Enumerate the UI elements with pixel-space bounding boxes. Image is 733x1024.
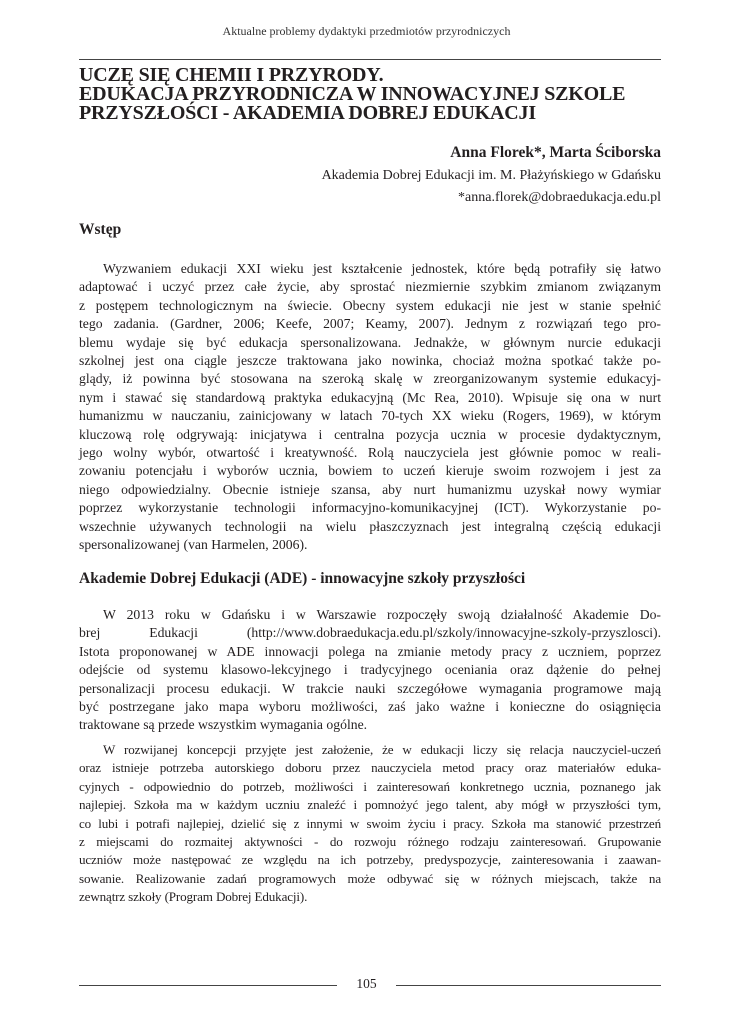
text-line: W 2013 roku w Gdańsku i w Warszawie rozpoczęły swoją działalność Akademie Do- bbox=[103, 607, 661, 622]
text-line: blemu wydaje się być edukacja spersonalizowana. Jednakże, w głównym nurcie edukacji bbox=[79, 334, 661, 350]
text-line: adaptować i uczyć przez całe życie, aby sprostać niezmiernie szybkim zmianom związanym bbox=[79, 279, 661, 295]
text-line: Istota proponowanej w ADE innowacji polega na zmianie metody pracy z uczniem, poprzez bbox=[79, 643, 661, 659]
text-line: z postępem technologicznym na świecie. Obecny system edukacji nie jest w stanie spełnić bbox=[79, 297, 661, 313]
text-line: Wyzwaniem edukacji XXI wieku jest kształcenie jednostek, które będą potrafiły się łatwo bbox=[103, 261, 661, 276]
paper-title bbox=[79, 66, 679, 123]
footer-rule-right bbox=[396, 985, 661, 986]
text-line: najlepiej. Szkoła ma w każdym uczniu znaleźć i pomnożyć jego talent, aby mógł w przyszłości tym, bbox=[79, 797, 661, 813]
section-heading-wstep: Wstęp bbox=[79, 221, 122, 238]
text-line: zewnątrz szkoły (Program Dobrej Edukacji). bbox=[79, 889, 308, 905]
text-line: spersonalizowanej (van Harmelen, 2006). bbox=[79, 537, 308, 553]
text-line: jego wolny wybór, otwartość i kreatywność. Rolą nauczyciela jest głównie pomoc w reali- bbox=[79, 445, 661, 461]
text-line: personalizacji procesu edukacji. W trakcie nauki szczegółowe wymagania programowe mają bbox=[79, 680, 661, 696]
author-email: *anna.florek@dobraedukacja.edu.pl bbox=[458, 190, 661, 205]
page-number: 105 bbox=[356, 976, 377, 991]
title-line: PRZYSZŁOŚCI - AKADEMIA DOBREJ EDUKACJI bbox=[79, 102, 536, 124]
running-head: Aktualne problemy dydaktyki przedmiotów przyrodniczych bbox=[222, 24, 511, 38]
text-line: odejście od systemu klasowo-lekcyjnego i tradycyjnego oceniania oraz dążenie do pełnej bbox=[79, 662, 661, 678]
text-line: poprzez wykorzystanie technologii informacyjno-komunikacyjnej (ICT). Wykorzystanie po- bbox=[79, 500, 661, 516]
authors: Anna Florek*, Marta Ściborska bbox=[450, 144, 661, 161]
affiliation: Akademia Dobrej Edukacji im. M. Płażyńskiego w Gdańsku bbox=[321, 168, 661, 183]
text-line: humanizmu w nauczaniu, zainicjowany w latach 70-tych XX wieku (Rogers, 1969), w którym bbox=[79, 408, 661, 424]
text-line: kluczową rolę odgrywają: inicjatywa i centralna pozycja ucznia w procesie dydaktycznym, bbox=[79, 426, 661, 442]
text-line: być postrzegane jako mapa wyboru możliwości, zaś jako ważne i konieczne do osiągnięcia bbox=[79, 699, 661, 715]
text-line: W rozwijanej koncepcji przyjęte jest założenie, że w edukacji liczy się relacja nauczyciel-uczeń bbox=[103, 742, 661, 757]
text-line: co lubi i potrafi najlepiej, dzielić się z innymi w swoim życiu i pracy. Szkoła ma stanowić przestrzeń bbox=[79, 815, 661, 831]
text-line: szkolnej jest ona ciągle jeszcze traktowana jako nowinka, chociaż można spotkać także po- bbox=[79, 353, 661, 369]
text-line: niego odpowiedzialny. Obecnie istnieje szansa, aby nurt humanizmu uzyskał nowy wymiar bbox=[79, 481, 661, 497]
text-line: brej Edukacji (http://www.dobraedukacja.edu.pl/szkoly/innowacyjne-szkoly-przyszlosci). bbox=[79, 625, 661, 641]
text-line: z miejscami do rozmaitej aktywności - do rozwoju różnego rodzaju zainteresowań. Grupowanie bbox=[79, 834, 661, 850]
header-rule bbox=[79, 59, 661, 60]
text-line: wszechnie używanych technologii na wielu płaszczyznach jest integralną częścią edukacji bbox=[79, 518, 661, 534]
text-line: uczniów może następować ze względu na ich potrzeby, predyspozycje, zainteresowania i zaawan- bbox=[79, 852, 661, 868]
title-line: UCZĘ SIĘ CHEMII I PRZYRODY. bbox=[79, 64, 384, 86]
footer-rule-left bbox=[79, 985, 337, 986]
text-line: oraz istnieje potrzeba autorskiego doboru przez nauczyciela metod pracy oraz materiałów eduka- bbox=[79, 760, 661, 776]
text-line: glądy, iż powinna być stosowana na szeroką skalę w zreorganizowanym systemie edukacyj- bbox=[79, 371, 661, 387]
section-heading-ade: Akademie Dobrej Edukacji (ADE) - innowacyjne szkoły przyszłości bbox=[79, 570, 526, 587]
title-line: EDUKACJA PRZYRODNICZA W INNOWACYJNEJ SZKOLE bbox=[79, 83, 626, 105]
text-line: tego zadania. (Gardner, 2006; Keefe, 2007; Keamy, 2007). Jednym z rozwiązań tego pro- bbox=[79, 316, 661, 332]
text-line: zowaniu potencjału i wyborów ucznia, bowiem to uczeń kieruje swoim rozwojem i jest za bbox=[79, 463, 661, 479]
paragraph-ade-1 bbox=[79, 606, 661, 735]
paragraph-intro bbox=[79, 260, 661, 555]
paragraph-ade-2 bbox=[79, 741, 661, 907]
text-line: nym i stawać się standardową praktyka edukacyjną (Mc Rea, 2010). Wpisuje się ona w nurt bbox=[79, 389, 661, 405]
text-line: traktowane są przede wszystkim wymagania ogólne. bbox=[79, 717, 368, 733]
text-line: cyjnych - odpowiednio do potrzeb, możliwości i zainteresowań konkretnego ucznia, poznanego jak bbox=[79, 778, 661, 794]
text-line: sowanie. Realizowanie zadań programowych może odbywać się w różnych miejscach, także na bbox=[79, 870, 661, 886]
